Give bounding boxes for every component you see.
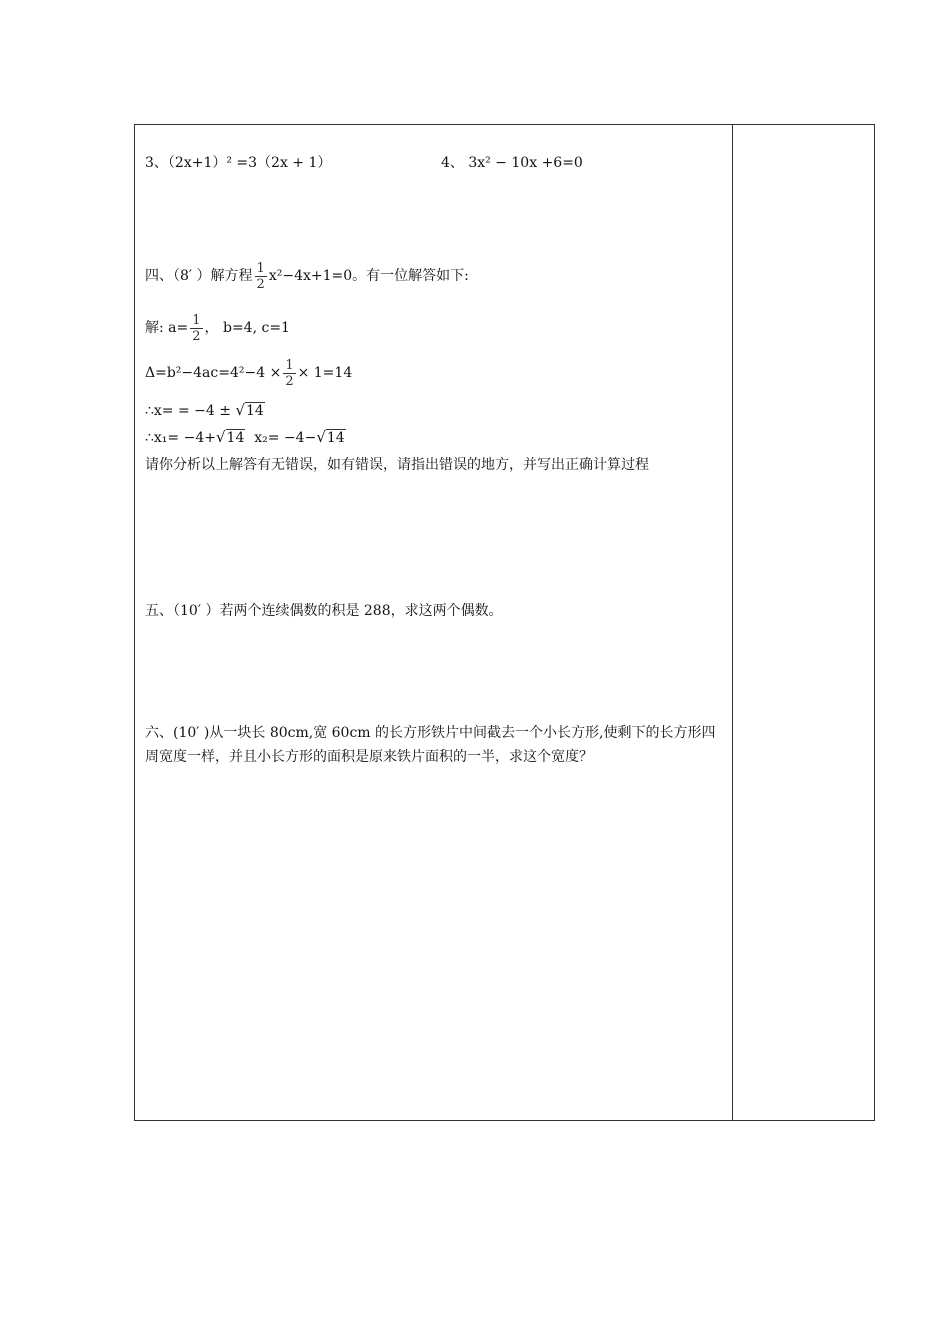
solution-x1-x2 xyxy=(145,427,346,448)
solution-x1: ∴x₁= −4+ xyxy=(145,430,216,446)
discriminant-pre: Δ=b²−4ac=4²−4 × xyxy=(145,365,282,381)
solution-x2: x₂= −4− xyxy=(254,430,317,446)
solution-x xyxy=(145,400,265,421)
solution-coefficients-pre: 解: a= xyxy=(145,320,189,336)
sqrt-14-x2: √14 xyxy=(316,428,345,446)
solution-coefficients-post: ， b=4, c=1 xyxy=(204,320,290,336)
section-4-instruction: 请你分析以上解答有无错误，如有错误，请指出错误的地方，并写出正确计算过程 xyxy=(145,457,649,473)
section-4-heading-pre: 四、（8′ ）解方程 xyxy=(145,268,253,284)
notes-column xyxy=(733,125,874,1120)
sqrt-14-x1: √14 xyxy=(215,428,245,446)
solution-discriminant xyxy=(145,354,352,392)
solution-x-pre: ∴x= = −4 ± xyxy=(145,403,231,419)
worksheet-table xyxy=(134,124,875,1121)
question-4: 4、 3x² − 10x +6=0 xyxy=(441,155,583,171)
solution-coefficients xyxy=(145,309,290,347)
section-6-question: 六、(10′ )从一块长 80cm,宽 60cm 的长方形铁片中间截去一个小长方形,使剩下的长方形四周宽度一样，并且小长方形的面积是原来铁片面积的一半，求这个宽度？ xyxy=(145,725,716,765)
discriminant-post: × 1=14 xyxy=(297,365,353,381)
fraction-half-delta: $\frac{1}{2}$ xyxy=(285,357,294,389)
fraction-half: $\frac{1}{2}$ xyxy=(256,260,265,292)
sqrt-14: √14 xyxy=(235,401,264,419)
section-4-heading-post: x²−4x+1=0。有一位解答如下: xyxy=(268,268,469,284)
section-4-heading xyxy=(145,257,469,295)
question-3: 3、（2x+1）² =3（2x + 1） xyxy=(145,155,332,171)
fraction-half-a: $\frac{1}{2}$ xyxy=(192,312,201,344)
section-5-question: 五、（10′ ）若两个连续偶数的积是 288，求这两个偶数。 xyxy=(145,603,503,619)
